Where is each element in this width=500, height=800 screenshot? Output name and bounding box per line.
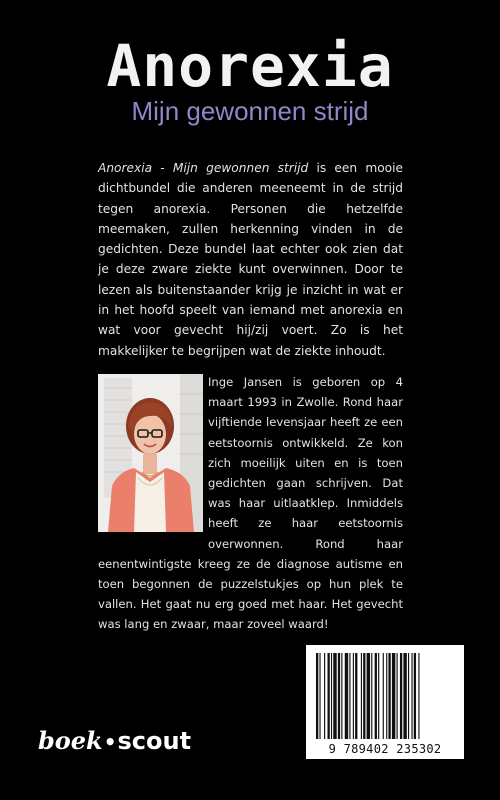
barcode-bar [363, 653, 365, 739]
blurb-text: is een mooie dichtbundel die anderen meeneemt in de strijd tegen anorexia. Personen die hetzelfde meemaken, zullen herkenning vinden in de gedichten. Deze bundel laat echter ook zien dat je deze zware ziekte kunt overwinnen. Door te lezen als buitenstaander krijg je inzicht in wat er in het hoofd speelt van iemand met anorexia en wat voor gevecht hij/zij voert. Zo is het makkelijker te begrijpen wat de ziekte inhoudt. [98, 161, 404, 358]
barcode-bar [392, 653, 395, 739]
barcode-bar [414, 653, 416, 739]
author-portrait-image [98, 374, 203, 532]
barcode-bar [397, 653, 398, 739]
barcode-bar [403, 653, 406, 739]
logo-part-boek: boek [38, 726, 103, 755]
barcode-bar [383, 653, 384, 739]
blurb-paragraph [98, 158, 403, 361]
logo-part-scout: scout [117, 727, 192, 755]
barcode-bar [324, 653, 325, 739]
barcode-bar [338, 653, 340, 739]
barcode-bar [319, 653, 320, 739]
barcode-bar [386, 653, 387, 739]
barcode-bar [371, 653, 372, 739]
blurb-book-title: Anorexia - Mijn gewonnen strijd [98, 161, 309, 175]
isbn-number: 9 789402 235302 [328, 742, 442, 756]
book-subtitle: Mijn gewonnen strijd [131, 96, 369, 126]
barcode-bar [349, 653, 350, 739]
barcode-bar [388, 653, 390, 739]
barcode-bar [355, 653, 357, 739]
barcode-bar [345, 653, 348, 739]
barcode-bar [408, 653, 409, 739]
logo-dot: • [103, 730, 117, 754]
author-bio-text: Inge Jansen is geboren op 4 maart 1993 in Zwolle. Rond haar vijftiende levensjaar heeft ze een eetstoornis ontwikkeld. Ze kon zich moeilijk uiten en is toen gedichten gaan schrijven. Dat was haar uitlaatklep. Inmiddels heeft ze haar eetstoornis overwonnen. Rond haar eenentwintigste kreeg ze de diagnose autisme en toen begonnen de puzzelstukjes op hun plek te vallen. Het gaat nu erg goed met haar. Het gevecht was lang en zwaar, maar zoveel waard! [98, 375, 403, 632]
barcode-bar [378, 653, 379, 739]
barcode-bar [375, 653, 377, 739]
barcode-bar [418, 653, 419, 739]
barcode-bar [361, 653, 362, 739]
isbn-barcode [306, 645, 464, 759]
barcode-bar [316, 653, 318, 739]
barcode-bar [400, 653, 402, 739]
barcode-bar [331, 653, 332, 739]
barcode-bar [328, 653, 330, 739]
book-title: Anorexia [106, 32, 394, 100]
publisher-logo [38, 726, 191, 757]
barcode-bar [367, 653, 370, 739]
author-photo [98, 374, 203, 532]
barcode-image [306, 645, 464, 743]
barcode-bar [333, 653, 336, 739]
barcode-bar [341, 653, 342, 739]
barcode-bar [353, 653, 354, 739]
barcode-bar [411, 653, 412, 739]
